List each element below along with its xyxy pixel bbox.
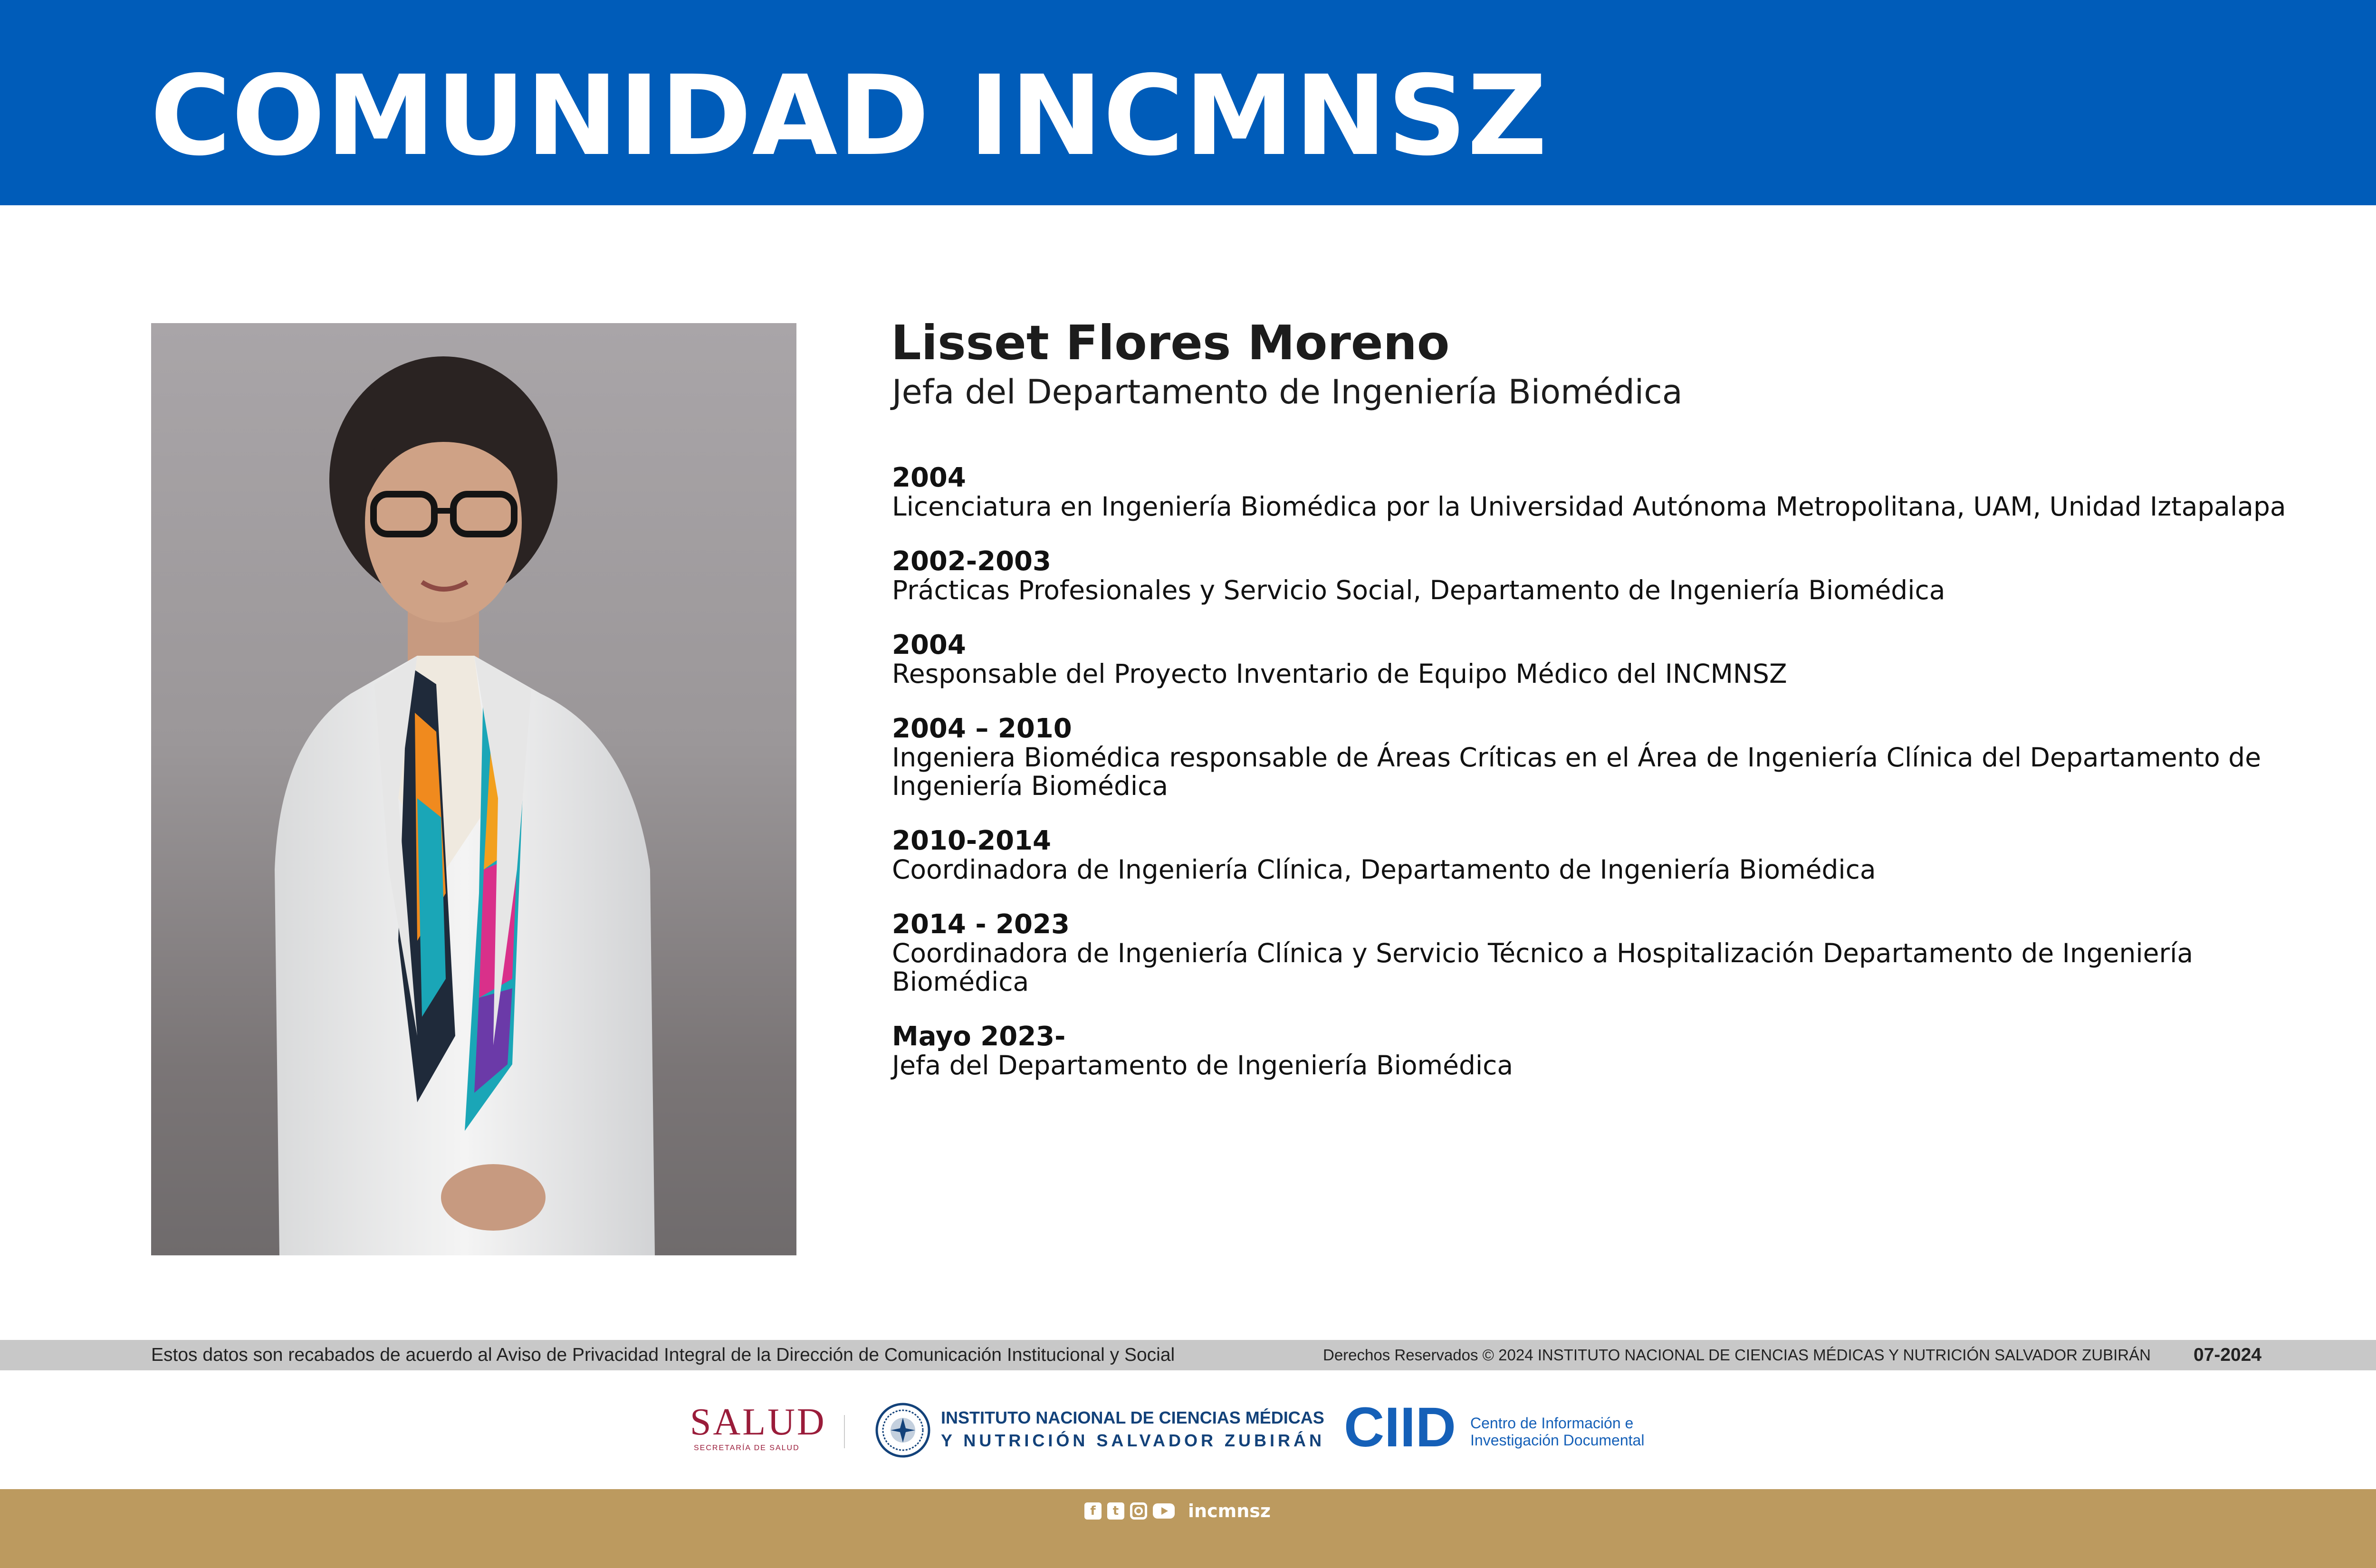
- timeline-year: 2010-2014: [892, 825, 1051, 856]
- career-timeline: [892, 464, 2299, 1106]
- timeline-description: Coordinadora de Ingeniería Clínica, Departamento de Ingeniería Biomédica: [892, 854, 1876, 885]
- timeline-description: Coordinadora de Ingeniería Clínica y Servicio Técnico a Hospitalización Departamento de Ingeniería Biomédica: [892, 938, 2194, 997]
- salud-logo-subtitle: SECRETARÍA DE SALUD: [694, 1444, 800, 1452]
- profile-photo: [151, 323, 796, 1255]
- facebook-icon[interactable]: f: [1084, 1502, 1102, 1520]
- social-handle[interactable]: incmnsz: [1188, 1501, 1271, 1521]
- timeline-entry: [892, 910, 2299, 996]
- profile-name: Lisset Flores Moreno: [891, 315, 1450, 371]
- twitter-icon[interactable]: t: [1107, 1502, 1124, 1520]
- timeline-description: Prácticas Profesionales y Servicio Social, Departamento de Ingeniería Biomédica: [892, 575, 1945, 605]
- timeline-description: Ingeniera Biomédica responsable de Áreas Críticas en el Área de Ingeniería Clínica del Departamento de Ingeniería Biomédica: [892, 742, 2261, 801]
- portrait-illustration: [151, 323, 796, 1255]
- ciid-name-line2: Investigación Documental: [1470, 1432, 1645, 1449]
- timeline-entry: [892, 547, 2299, 604]
- institute-name-line1: INSTITUTO NACIONAL DE CIENCIAS MÉDICAS: [941, 1408, 1324, 1427]
- social-links: [1084, 1501, 1271, 1520]
- logo-divider: [844, 1415, 845, 1448]
- timeline-entry: [892, 631, 2299, 688]
- profile-role: Jefa del Departamento de Ingeniería Biomédica: [892, 373, 1683, 411]
- timeline-entry: [892, 715, 2299, 800]
- copyright-notice: Derechos Reservados © 2024 INSTITUTO NACIONAL DE CIENCIAS MÉDICAS Y NUTRICIÓN SALVADOR ZUBIRÁN: [1323, 1346, 2151, 1364]
- institute-seal-icon: [874, 1402, 931, 1459]
- timeline-description: Licenciatura en Ingeniería Biomédica por la Universidad Autónoma Metropolitana, UAM, Unidad Iztapalapa: [892, 491, 2286, 522]
- salud-logo: SALUD: [690, 1401, 826, 1443]
- timeline-description: Jefa del Departamento de Ingeniería Biomédica: [892, 1050, 1514, 1080]
- timeline-entry: [892, 827, 2299, 884]
- page-title: COMUNIDAD INCMNSZ: [150, 52, 1548, 180]
- timeline-year: 2014 - 2023: [892, 909, 1070, 940]
- timeline-year: Mayo 2023-: [892, 1021, 1066, 1052]
- timeline-year: 2004 – 2010: [892, 713, 1072, 744]
- timeline-description: Responsable del Proyecto Inventario de Equipo Médico del INCMNSZ: [892, 659, 1787, 689]
- instagram-icon[interactable]: [1130, 1502, 1147, 1520]
- timeline-year: 2002-2003: [892, 546, 1051, 577]
- timeline-entry: [892, 1023, 2299, 1080]
- ciid-name-line1: Centro de Información e: [1470, 1415, 1634, 1432]
- publication-date: 07-2024: [2194, 1345, 2262, 1365]
- timeline-year: 2004: [892, 462, 966, 493]
- ciid-logo: CIID: [1344, 1396, 1456, 1459]
- timeline-year: 2004: [892, 630, 966, 660]
- institute-name-line2: Y NUTRICIÓN SALVADOR ZUBIRÁN: [941, 1431, 1325, 1450]
- privacy-notice: Estos datos son recabados de acuerdo al Aviso de Privacidad Integral de la Dirección de Comunicación Institucional y Social: [151, 1345, 1175, 1365]
- youtube-icon[interactable]: [1153, 1503, 1175, 1519]
- timeline-entry: [892, 464, 2299, 521]
